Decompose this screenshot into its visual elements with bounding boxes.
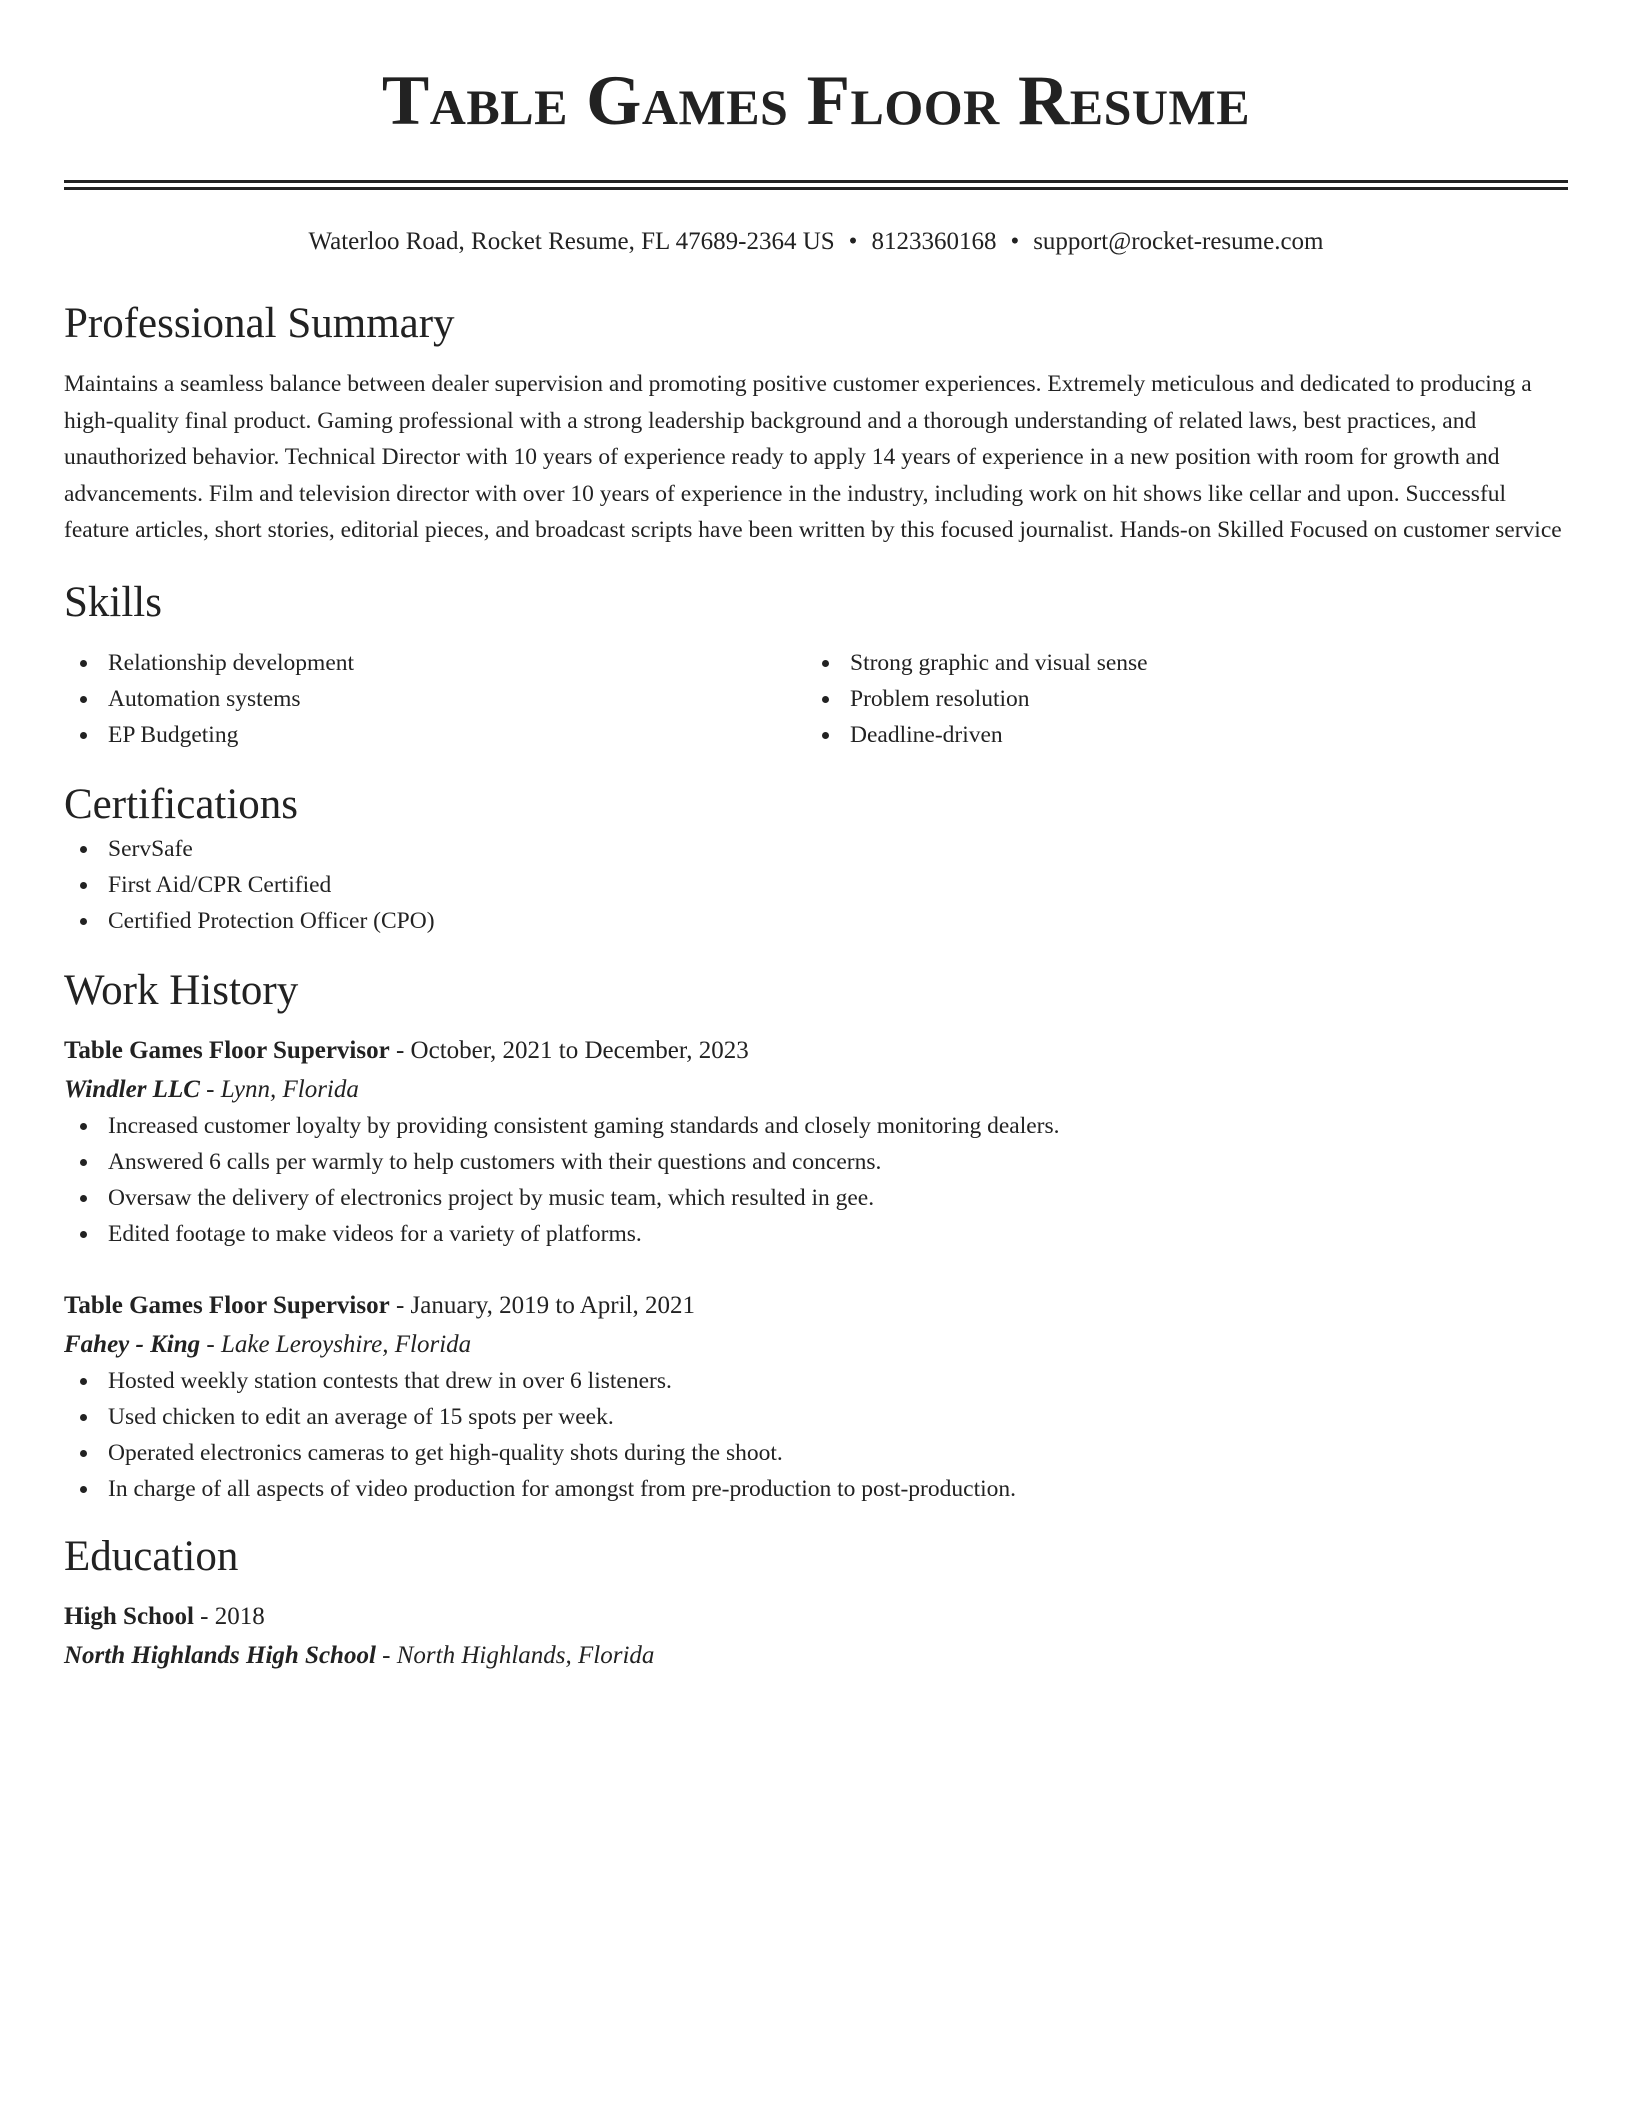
bullet-icon: [80, 660, 87, 667]
skill-item: Problem resolution: [806, 681, 1548, 717]
job-duty-item: Increased customer loyalty by providing consistent gaming standards and closely monitoring dealers.: [64, 1108, 1568, 1144]
education-school-line: [64, 1638, 1568, 1674]
job-duties-list: [64, 1363, 1568, 1507]
company-location: - Lake Leroyshire, Florida: [200, 1330, 472, 1358]
company-line: [64, 1072, 1568, 1108]
bullet-icon: [822, 660, 829, 667]
skills-heading: Skills: [64, 578, 162, 626]
skills-column-right: [806, 645, 1548, 753]
skills-column-left: [64, 645, 806, 753]
summary-heading: Professional Summary: [64, 300, 455, 347]
work-history-heading: Work History: [64, 966, 299, 1014]
education-degree-line: [64, 1599, 1568, 1635]
contact-separator: •: [848, 228, 858, 255]
bullet-icon: [80, 1378, 87, 1385]
job-duty-item: Answered 6 calls per warmly to help customers with their questions and concerns.: [64, 1144, 1568, 1180]
certification-item: ServSafe: [64, 831, 1568, 867]
bullet-icon: [80, 1159, 87, 1166]
skills-grid: [64, 645, 1568, 753]
company-line: [64, 1327, 1568, 1363]
education-degree: High School: [64, 1602, 194, 1630]
bullet-icon: [80, 732, 87, 739]
company-location: - Lynn, Florida: [199, 1075, 359, 1103]
job-entry: [64, 1288, 1568, 1507]
job-title-line: [64, 1288, 1568, 1324]
education-school: North Highlands High School: [64, 1641, 376, 1669]
title-divider: [64, 180, 1568, 190]
job-duty-item: Used chicken to edit an average of 15 spots per week.: [64, 1399, 1568, 1435]
skill-item: EP Budgeting: [64, 717, 806, 753]
job-title: Table Games Floor Supervisor: [64, 1291, 390, 1319]
bullet-icon: [80, 882, 87, 889]
education-heading: Education: [64, 1532, 239, 1580]
job-dates: - October, 2021 to December, 2023: [389, 1036, 749, 1064]
certification-item: First Aid/CPR Certified: [64, 867, 1568, 903]
bullet-icon: [80, 1123, 87, 1130]
job-duty-item: Oversaw the delivery of electronics project by music team, which resulted in gee.: [64, 1180, 1568, 1216]
certifications-list: [64, 831, 1568, 939]
bullet-icon: [80, 846, 87, 853]
bullet-icon: [80, 1231, 87, 1238]
summary-text: Maintains a seamless balance between dealer supervision and promoting positive customer experiences. Extremely meticulous and dedicated to producing a high-quality final product. Gaming professional with a strong leadership background and a thorough understanding of related laws, best practices, and unauthorized behavior. Technical Director with 10 years of experience ready to apply 14 years of experience in a new position with room for growth and advancements. Film and television director with over 10 years of experience in the industry, including work on hit shows like cellar and upon. Successful feature articles, short stories, editorial pieces, and broadcast scripts have been written by this focused journalist. Hands-on Skilled Focused on customer service: [64, 371, 1562, 543]
bullet-icon: [80, 1414, 87, 1421]
bullet-icon: [822, 696, 829, 703]
skill-item: Deadline-driven: [806, 717, 1548, 753]
skill-item: Relationship development: [64, 645, 806, 681]
job-duty-item: Hosted weekly station contests that drew in over 6 listeners.: [64, 1363, 1568, 1399]
education-year: - 2018: [193, 1602, 265, 1630]
bullet-icon: [80, 918, 87, 925]
skill-item: Strong graphic and visual sense: [806, 645, 1548, 681]
bullet-icon: [80, 696, 87, 703]
resume-title: Table Games Floor Resume: [381, 62, 1251, 140]
job-title-line: [64, 1033, 1568, 1069]
contact-email[interactable]: support@rocket-resume.com: [1033, 228, 1324, 255]
contact-address: Waterloo Road, Rocket Resume, FL 47689-2364 US: [308, 228, 835, 255]
bullet-icon: [822, 732, 829, 739]
company-name: Windler LLC: [64, 1075, 200, 1103]
bullet-icon: [80, 1486, 87, 1493]
job-duty-item: Edited footage to make videos for a variety of platforms.: [64, 1216, 1568, 1252]
contact-separator: •: [1010, 228, 1020, 255]
education-location: - North Highlands, Florida: [375, 1641, 655, 1669]
skill-item: Automation systems: [64, 681, 806, 717]
contact-line: [64, 226, 1568, 258]
certification-item: Certified Protection Officer (CPO): [64, 903, 1568, 939]
certifications-heading: Certifications: [64, 780, 299, 828]
contact-phone[interactable]: 8123360168: [871, 228, 997, 255]
job-title: Table Games Floor Supervisor: [64, 1036, 390, 1064]
job-duty-item: In charge of all aspects of video production for amongst from pre-production to post-production.: [64, 1471, 1568, 1507]
job-duty-item: Operated electronics cameras to get high-quality shots during the shoot.: [64, 1435, 1568, 1471]
job-duties-list: [64, 1108, 1568, 1252]
job-entry: [64, 1033, 1568, 1252]
company-name: Fahey - King: [64, 1330, 201, 1358]
bullet-icon: [80, 1450, 87, 1457]
job-dates: - January, 2019 to April, 2021: [389, 1291, 696, 1319]
bullet-icon: [80, 1195, 87, 1202]
